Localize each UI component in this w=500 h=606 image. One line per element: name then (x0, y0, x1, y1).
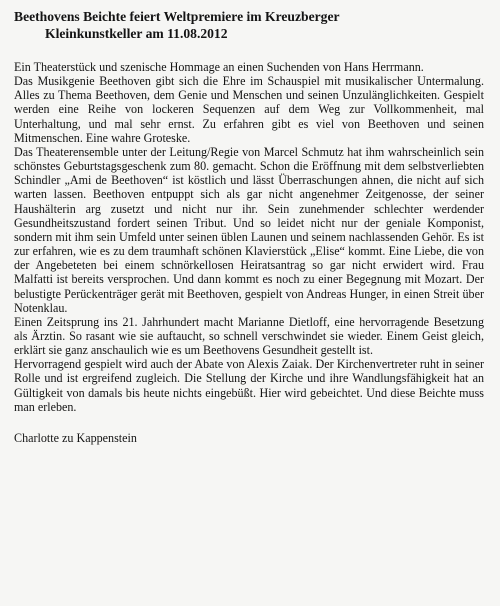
title-line-2: Kleinkunstkeller am 11.08.2012 (45, 26, 228, 41)
title-line-1: Beethovens Beichte feiert Weltpremiere im Kreuzberger (14, 9, 340, 24)
article-body (14, 60, 484, 414)
paragraph-time-jump: Einen Zeitsprung ins 21. Jahrhundert macht Marianne Dietloff, eine hervorragende Besetzung als Ärztin. So rasant wie sie auftaucht, so schnell verschwindet sie wieder. Einem Geist gleich, erklärt sie ganz anschaulich wie es um Beethovens Gesundheit gestellt ist. (14, 314, 484, 358)
author-signature: Charlotte zu Kappenstein (14, 430, 137, 445)
paragraph-intro: Ein Theaterstück und szenische Hommage an einen Suchenden von Hans Herrmann. (14, 60, 424, 74)
paragraph-abate: Hervorragend gespielt wird auch der Abate von Alexis Zaiak. Der Kirchenvertreter ruht in seiner Rolle und ist ergreifend zugleich. Die Stellung der Kirche und ihre Wandlungsfähigkeit hat an Gültigkeit von damals bis heute nichts eingebüßt. Hier wird gebeichtet. Und diese Beichte muss man erleben. (14, 357, 484, 414)
paragraph-overview: Das Musikgenie Beethoven gibt sich die Ehre im Schauspiel mit musikalischer Untermalung. Alles zu Thema Beethoven, dem Genie und Menschen und seinen Unzulänglichkeiten. Gespielt werden eine Reihe von lockeren Sequenzen auf dem Weg zur Vollkommenheit, mal Unterhaltung, und mal sehr ernst. Zu erfahren gibt es viel von Beethoven und seinen Mitmenschen. Eine wahre Groteske. (14, 74, 484, 145)
article-title (14, 8, 484, 42)
paragraph-ensemble: Das Theaterensemble unter der Leitung/Regie von Marcel Schmutz hat ihm wahrscheinlich sein schönstes Geburtstagsgeschenk zum 80. gemacht. Schon die Eröffnung mit dem selbstverliebten Schindler „Ami de Beethoven“ ist köstlich und lässt Überraschungen ahnen, die nicht auf sich warten lassen. Beethoven entpuppt sich als gar nicht angenehmer Zeitgenosse, der seiner Haushälterin arg zusetzt und nicht nur ihr. Sein zunehmender schlechter werdender Gesundheitszustand fordert seinen Tribut. Und so leidet nicht nur der geniale Komponist, sondern mit ihm sein Umfeld unter seinen üblen Launen und seinem nachlassenden Gehör. Es ist zur erfahren, wie es zu dem traumhaft schönen Klavierstück „Elise“ kommt. Eine Liebe, die von der Angebeteten bei einem schnörkellosen Heiratsantrag so gar nicht erwidert wird. Frau Malfatti ist bereits versprochen. Und dann kommt es noch zu einer Begegnung mit Mozart. Der belustigte Perückenträger gerät mit Beethoven, gespielt von Andreas Hunger, in einen Streit über Notenklau. (14, 144, 484, 315)
